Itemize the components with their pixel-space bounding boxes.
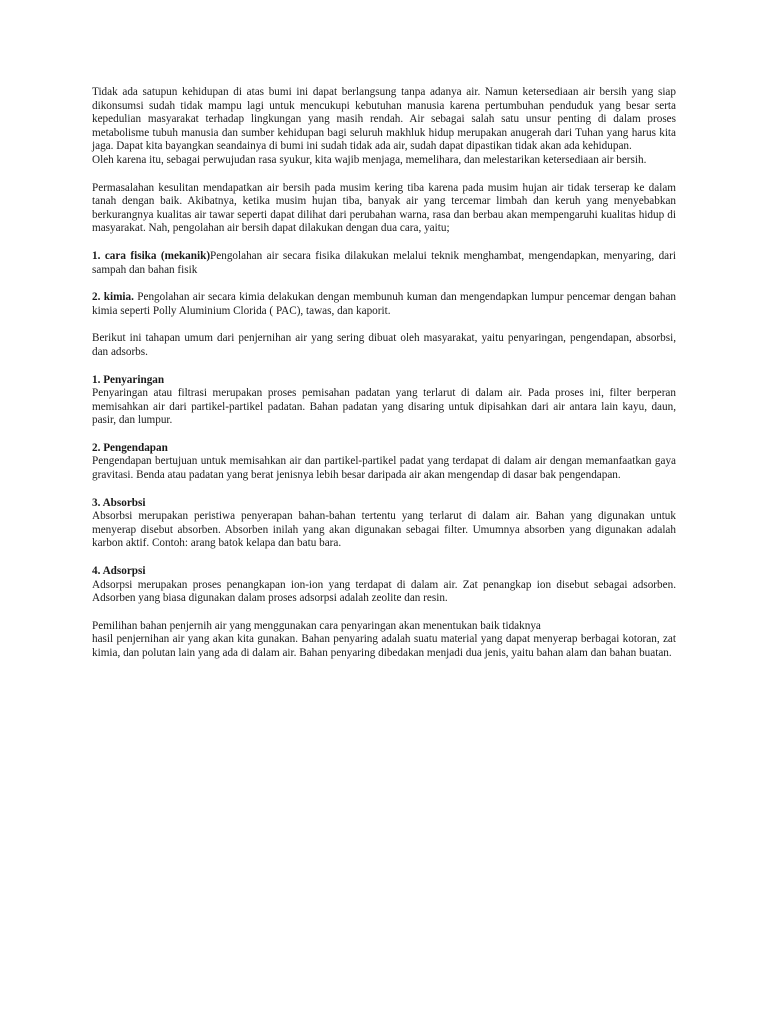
closing-line-1: Pemilihan bahan penjernih air yang menggunakan cara penyaringan akan menentukan baik tidaknya xyxy=(92,619,541,632)
stage-heading-adsorpsi: 4. Adsorpsi xyxy=(92,565,146,578)
stage-heading-penyaringan: 1. Penyaringan xyxy=(92,373,165,386)
stages-intro: Berikut ini tahapan umum dari penjernihan air yang sering dibuat oleh masyarakat, yaitu penyaringan, pengendapan, absorbsi, dan adsorbs. xyxy=(92,332,676,358)
stage-text-adsorpsi: Adsorpsi merupakan proses penangkapan ion-ion yang terdapat di dalam air. Zat penangkap ion disebut sebagai adsorben. Adsorben yang biasa digunakan dalam proses adsorpsi adalah zeolite dan resin. xyxy=(92,578,676,605)
stage-text-pengendapan: Pengendapan bertujuan untuk memisahkan air dan partikel-partikel padat yang terdapat di dalam air dengan memanfaatkan gaya gravitasi. Benda atau padatan yang berat jenisnya lebih besar daripada air akan mengendap di dasar bak pengendapan. xyxy=(92,455,676,482)
stage-heading-absorbsi: 3. Absorbsi xyxy=(92,496,146,509)
method-kimia-text: Pengolahan air secara kimia delakukan dengan membunuh kuman dan mengendapkan lumpur pencemar dengan bahan kimia seperti Polly Aluminium Clorida ( PAC), tawas, dan kaporit. xyxy=(92,291,677,317)
intro-text-continued: Oleh karena itu, sebagai perwujudan rasa syukur, kita wajib menjaga, memelihara, dan melestarikan ketersediaan air bersih. xyxy=(92,153,647,166)
document-page xyxy=(92,86,676,661)
stage-heading-pengendapan: 2. Pengendapan xyxy=(92,441,168,454)
stage-text-penyaringan: Penyaringan atau filtrasi merupakan proses pemisahan padatan yang terlarut di dalam air. Pada proses ini, filter berperan memisahkan air dari partikel-partikel padatan. Bahan padatan yang disaring untuk dipisahkan dari air antara lain kayu, daun, pasir, dan lumpur. xyxy=(92,387,676,427)
closing-paragraph: hasil penjernihan air yang akan kita gunakan. Bahan penyaring adalah suatu material yang dapat menyerap berbagai kotoran, zat kimia, dan polutan lain yang ada di dalam air. Bahan penyaring dibedakan menjadi dua jenis, yaitu bahan alam dan bahan buatan. xyxy=(92,633,676,659)
method-kimia-label: 2. kimia. xyxy=(92,291,134,304)
intro-paragraph xyxy=(92,86,676,168)
stage-text-absorbsi: Absorbsi merupakan peristiwa penyerapan bahan-bahan tertentu yang terlarut di dalam air. Bahan yang digunakan untuk menyerap disebut absorben. Absorben inilah yang akan digunakan sebagai filter. Umumnya absorben yang digunakan adalah karbon aktif. Contoh: arang batok kelapa dan batu bara. xyxy=(92,510,676,550)
method-fisika-label: 1. cara fisika (mekanik) xyxy=(92,249,211,262)
method-fisika-text: Pengolahan air secara fisika dilakukan melalui teknik menghambat, mengendapkan, menyaring, dari sampah dan bahan fisik xyxy=(92,249,676,276)
method-fisika xyxy=(92,250,676,277)
method-kimia xyxy=(92,291,676,318)
intro-text: Tidak ada satupun kehidupan di atas bumi ini dapat berlangsung tanpa adanya air. Namun ketersediaan air bersih yang siap dikonsumsi sudah tidak mampu lagi untuk mencukupi kebutuhan manusia karena pertumbuhan penduduk yang besar serta kepedulian masyarakat terhadap lingkungan yang masih rendah. Air sebagai salah satu unsur penting di dalam proses metabolisme tubuh manusia dan sumber kehidupan bagi seluruh makhluk hidup merupakan anugerah dari Tuhan yang harus kita jaga. Dapat kita bayangkan seandainya di bumi ini sudah tidak ada air, sudah dapat dipastikan tidak akan ada kehidupan. xyxy=(92,86,676,153)
problem-paragraph: Permasalahan kesulitan mendapatkan air bersih pada musim kering tiba karena pada musim hujan air tidak terserap ke dalam tanah dengan baik. Akibatnya, ketika musim hujan tiba, banyak air yang tercemar limbah dan keruh yang menyebabkan berkurangnya kualitas air tawar seperti dapat dilihat dari perubahan warna, rasa dan berbau akan mempengaruhi kualitas hidup di masyarakat. Nah, pengolahan air bersih dapat dilakukan dengan dua cara, yaitu; xyxy=(92,181,676,235)
